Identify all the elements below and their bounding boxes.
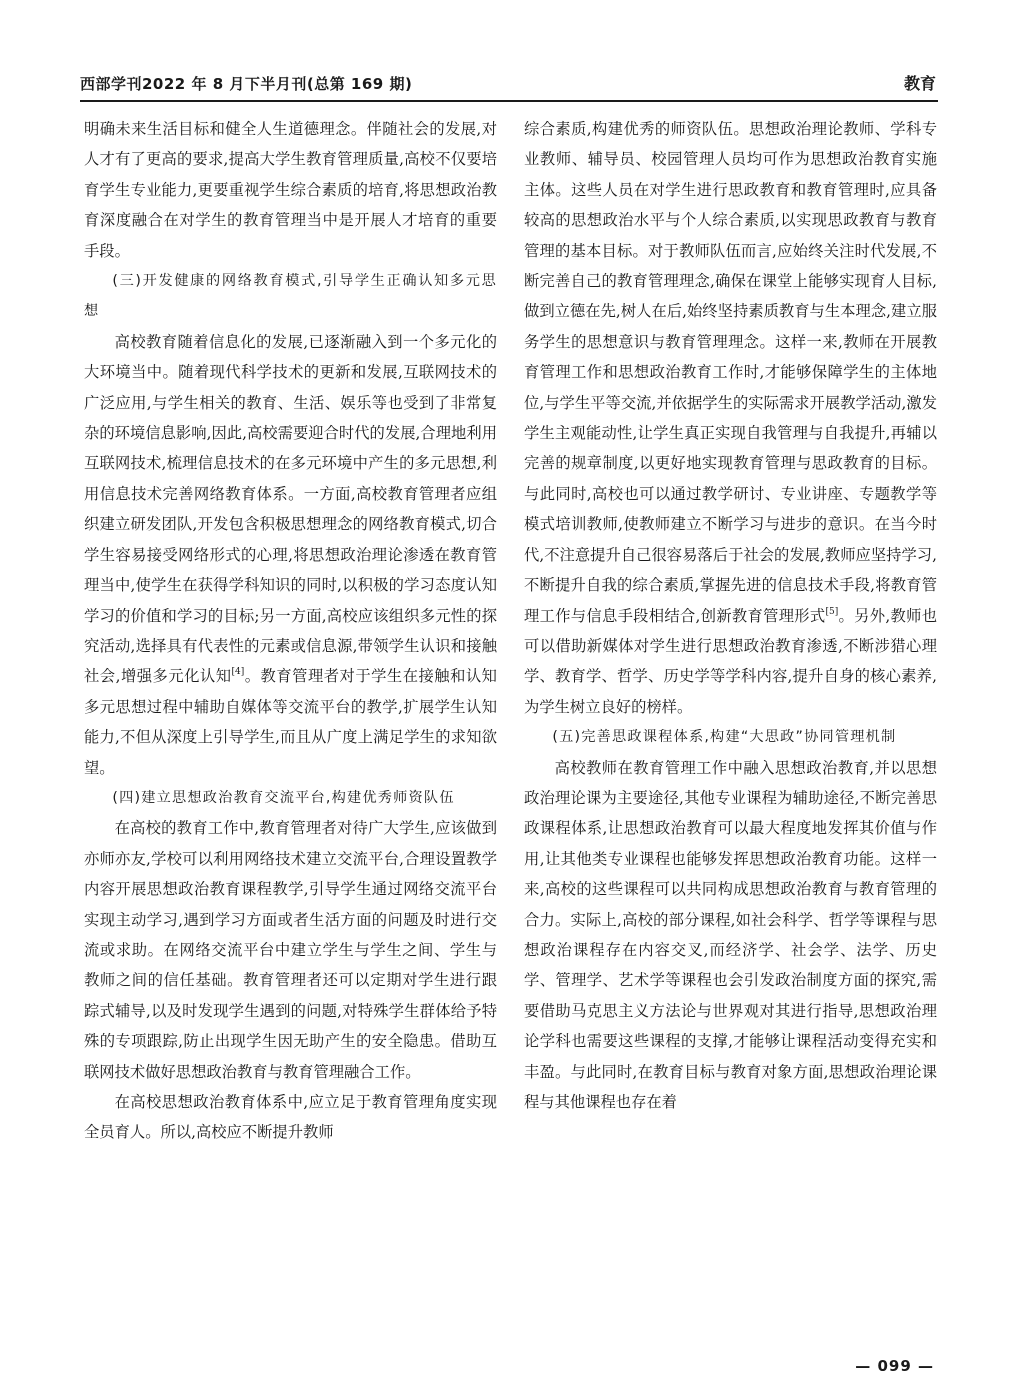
- section-heading-5: (五)完善思政课程体系,构建“大思政”协同管理机制: [552, 729, 897, 746]
- paragraph: 高校教师在教育管理工作中融入思想政治教育,并以思想政治理论课为主要途径,其他专业课程为辅助途径,不断完善思政课程体系,让思想政治教育可以最大程度地发挥其价值与作用,让其他类专业课程也能够发挥思想政治教育功能。这样一来,高校的这些课程可以共同构成思想政治教育与教育管理的合力。实际上,高校的部分课程,如社会科学、哲学等课程与思想政治课程存在内容交叉,而经济学、社会学、法学、历史学、管理学、艺术学等课程也会引发政治制度方面的探究,需要借助马克思主义方法论与世界观对其进行指导,思想政治理论学科也需要这些课程的支撑,才能够让课程活动变得充实和丰盈。与此同时,在教育目标与教育对象方面,思想政治理论课程与其他课程也存在着: [524, 758, 937, 1111]
- paragraph: 明确未来生活目标和健全人生道德理念。伴随社会的发展,对人才有了更高的要求,提高大学生教育管理质量,高校不仅要培育学生专业能力,更要重视学生综合素质的培育,将思想政治教育深度融合在对学生的教育管理当中是开展人才培育的重要手段。: [84, 120, 497, 260]
- section-heading-3: (三)开发健康的网络教育模式,引导学生正确认知多元思想: [84, 273, 497, 320]
- page-number: — 099 —: [855, 1357, 934, 1375]
- running-header: [80, 70, 938, 102]
- paragraph: 在高校的教育工作中,教育管理者对待广大学生,应该做到亦师亦友,学校可以利用网络技术建立交流平台,合理设置教学内容开展思想政治教育课程教学,引导学生通过网络交流平台实现主动学习,遇到学习方面或者生活方面的问题及时进行交流或求助。在网络交流平台中建立学生与学生之间、学生与教师之间的信任基础。教育管理者还可以定期对学生进行跟踪式辅导,以及时发现学生遇到的问题,对特殊学生群体给予特殊的专项跟踪,防止出现学生因无助产生的安全隐患。借助互联网技术做好思想政治教育与教育管理融合工作。: [84, 819, 497, 1081]
- paragraph: 在高校思想政治教育体系中,应立足于教育管理角度实现全员育人。所以,高校应不断提升教师: [84, 1093, 497, 1142]
- journal-info: 西部学刊2022 年 8 月下半月刊(总第 169 期): [80, 75, 413, 93]
- citation-ref: [4]: [231, 667, 245, 678]
- section-heading-4: (四)建立思想政治教育交流平台,构建优秀师资队伍: [112, 789, 455, 806]
- right-column: [524, 114, 937, 1117]
- citation-ref: [5]: [825, 606, 839, 617]
- left-column: [84, 114, 497, 1148]
- paragraph: 综合素质,构建优秀的师资队伍。思想政治理论教师、学科专业教师、辅导员、校园管理人员均可作为思想政治教育实施主体。这些人员在对学生进行思政教育和教育管理时,应具备较高的思想政治水平与个人综合素质,以实现思政教育与教育管理的基本目标。对于教师队伍而言,应始终关注时代发展,不断完善自己的教育管理理念,确保在课堂上能够实现育人目标,做到立德在先,树人在后,始终坚持素质教育与生本理念,建立服务学生的思想意识与教育管理理念。这样一来,教师在开展教育管理工作和思想政治教育工作时,才能够保障学生的主体地位,与学生平等交流,并依据学生的实际需求开展教学活动,激发学生主观能动性,让学生真正实现自我管理与自我提升,再辅以完善的规章制度,以更好地实现教育管理与思政教育的目标。与此同时,高校也可以通过教学研讨、专业讲座、专题教学等模式培训教师,使教师建立不断学习与进步的意识。在当今时代,不注意提升自己很容易落后于社会的发展,教师应坚持学习,不断提升自我的综合素质,掌握先进的信息技术手段,将教育管理工作与信息手段相结合,创新教育管理形式[5]。另外,教师也可以借助新媒体对学生进行思想政治教育渗透,不断涉猎心理学、教育学、哲学、历史学等学科内容,提升自身的核心素养,为学生树立良好的榜样。: [524, 120, 937, 716]
- section-name: 教育: [903, 74, 936, 93]
- paragraph: 高校教育随着信息化的发展,已逐渐融入到一个多元化的大环境当中。随着现代科学技术的更新和发展,互联网技术的广泛应用,与学生相关的教育、生活、娱乐等也受到了非常复杂的环境信息影响,因此,高校需要迎合时代的发展,合理地利用互联网技术,梳理信息技术的在多元环境中产生的多元思想,利用信息技术完善网络教育体系。一方面,高校教育管理者应组织建立研发团队,开发包含积极思想理念的网络教育模式,切合学生容易接受网络形式的心理,将思想政治理论渗透在教育管理当中,使学生在获得学科知识的同时,以积极的学习态度认知学习的价值和学习的目标;另一方面,高校应该组织多元性的探究活动,选择具有代表性的元素或信息源,带领学生认识和接触社会,增强多元化认知[4]。教育管理者对于学生在接触和认知多元思想过程中辅助自媒体等交流平台的教学,扩展学生认知能力,不但从深度上引导学生,而且从广度上满足学生的求知欲望。: [84, 332, 497, 777]
